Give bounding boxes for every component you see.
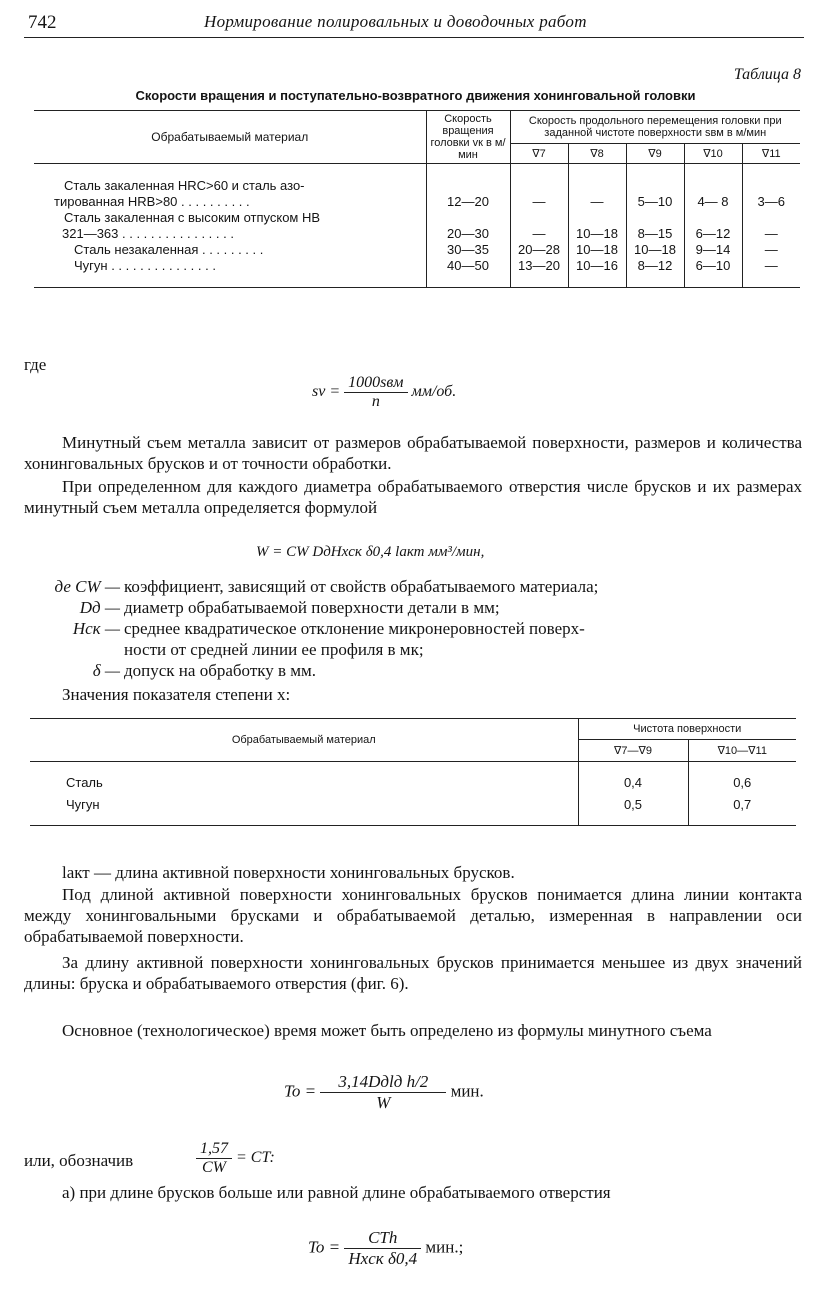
fraction-numerator: 1,57 [196,1140,232,1159]
class-header: ∇11 [742,144,800,164]
definition-text: среднее квадратическое отклонение микронеровностей поверх- [124,619,585,638]
col-finish: Чистота поверхности [578,719,796,740]
col-material: Обрабатываемый материал [30,719,578,762]
paragraph: За длину активной поверхности хонинговальных брусков принимается меньшее из двух значений длины: бруска и обрабатываемого отверстия (фиг. 6). [24,953,802,993]
value-cell: — [742,258,800,274]
table-row [34,226,800,242]
material-cell: Сталь закаленная с высоким отпуском HB [64,209,321,225]
formula-unit: мин. [450,1081,484,1101]
definition-symbol: Dд — [79,598,120,617]
definition-row [0,597,802,618]
fraction [196,1140,232,1177]
formula-lhs: To = [284,1081,317,1101]
table-row [34,258,800,274]
value-cell: — [510,194,568,210]
formula-lhs: To = [308,1237,341,1257]
value-cell: 10—18 [626,242,684,258]
definition-row [0,618,802,639]
definition-text: диаметр обрабатываемой поверхности детали в мм; [124,598,500,617]
value-cell: 8—15 [626,226,684,242]
table-row [34,178,800,194]
exponent-label: Значения показателя степени x: [62,685,291,704]
rotation-cell: 20—30 [426,226,510,242]
definition-row [0,576,802,597]
fraction [344,374,407,411]
table-row [30,794,796,816]
table-row [30,772,796,794]
class-header: ∇7—∇9 [578,740,688,762]
formula-to-2 [308,1228,463,1269]
fraction [344,1228,421,1269]
running-title: Нормирование полировальных и доводочных работ [204,12,587,31]
class-header: ∇10 [684,144,742,164]
class-header: ∇8 [568,144,626,164]
material-cell: Сталь [66,775,103,790]
value-cell: 6—12 [684,226,742,242]
formula-rhs: = CT: [236,1149,275,1167]
exponent-table [30,718,796,826]
col-feed: Скорость продольного перемещения головки при заданной чистоте поверхности sвм в м/мин [510,111,800,144]
material-cell-cont: тированная HRB>80 . . . . . . . . . . [54,193,250,209]
definitions-list [0,576,802,681]
col-material: Обрабатываемый материал [34,111,426,164]
value-cell: — [742,226,800,242]
value-cell: 3—6 [742,194,800,210]
paragraph: Минутный съем металла зависит от размеров обрабатываемой поверхности, размеров и количества хонинговальных брусков и от точности обработки. [24,433,802,473]
value-cell: — [568,194,626,210]
fraction-denominator: Hxск δ0,4 [348,1249,418,1268]
value-cell: — [742,242,800,258]
value-cell: — [510,226,568,242]
fraction-numerator: 1000sвм [344,374,407,393]
table-title: Скорости вращения и поступательно-возвратного движения хонинговальной головки [135,88,696,103]
col-rotation: Скорость вращения головки vк в м/мин [426,111,510,164]
value-cell: 0,7 [688,794,796,816]
table-row [34,210,800,226]
where-label: где [24,355,47,374]
fraction-denominator: CW [202,1159,226,1176]
material-cell: Чугун [66,797,100,812]
fraction [320,1072,446,1113]
or-label: или, обозначив [24,1151,134,1170]
formula-sv [312,374,456,411]
rotation-cell: 40—50 [426,258,510,274]
material-cell-cont: 321—363 . . . . . . . . . . . . . . . . [62,225,234,241]
rotation-cell: 30—35 [426,242,510,258]
page-header [24,10,804,38]
definition-symbol [0,639,124,660]
rotation-cell: 12—20 [426,194,510,210]
value-cell: 0,4 [578,772,688,794]
rotation-speed-table [34,110,800,288]
value-cell: 8—12 [626,258,684,274]
material-cell: Сталь закаленная HRC>60 и сталь азо- [64,177,305,193]
value-cell: 6—10 [684,258,742,274]
value-cell: 0,6 [688,772,796,794]
definition-text: допуск на обработку в мм. [124,661,317,680]
paragraph: Под длиной активной поверхности хонинговальных брусков понимается длина линии контакта между хонинговальными брусками и обрабатываемой деталью, измеренная в направлении оси обрабатываемой поверхности. [24,885,802,946]
formula-ct [196,1140,275,1177]
class-header: ∇10—∇11 [688,740,796,762]
value-cell: 13—20 [510,258,568,274]
table-row [34,194,800,210]
fraction-denominator: n [371,393,380,410]
formula-w: W = CW DдHxск δ0,4 lакт мм³/мин, [256,544,485,560]
definition-symbol: де CW — [54,577,120,596]
value-cell: 5—10 [626,194,684,210]
paragraph: При определенном для каждого диаметра обрабатываемого отверстия числе брусков и их размерах минутный съем металла определяется формулой [24,477,802,517]
definition-symbol: Hск — [72,619,120,638]
value-cell: 10—18 [568,242,626,258]
value-cell: 9—14 [684,242,742,258]
value-cell: 0,5 [578,794,688,816]
paragraph: а) при длине брусков больше или равной длине обрабатываемого отверстия [62,1183,611,1202]
fraction-numerator: 3,14Dдlд h/2 [320,1072,446,1093]
table-number: Таблица 8 [733,66,801,83]
material-cell: Чугун . . . . . . . . . . . . . . . [74,257,216,273]
value-cell: 20—28 [510,242,568,258]
value-cell: 10—16 [568,258,626,274]
definition-row [0,639,802,660]
definition-row [0,660,802,681]
class-header: ∇7 [510,144,568,164]
formula-unit: мин.; [425,1237,464,1257]
lakt-definition: lакт — длина активной поверхности хонинговальных брусков. [62,863,515,882]
value-cell: 4— 8 [684,194,742,210]
definition-text: коэффициент, зависящий от свойств обрабатываемого материала; [124,577,599,596]
value-cell: 10—18 [568,226,626,242]
formula-to [284,1072,484,1113]
fraction-numerator: CTh [344,1228,421,1249]
formula-unit: мм/об. [411,383,457,401]
material-cell: Сталь незакаленная . . . . . . . . . [74,241,264,257]
class-header: ∇9 [626,144,684,164]
page-number: 742 [28,12,57,33]
table-row [34,242,800,258]
fraction-denominator: W [376,1093,391,1112]
formula-lhs: sv = [312,383,341,401]
definition-symbol: δ — [92,661,120,680]
paragraph: Основное (технологическое) время может быть определено из формулы минутного съема [62,1021,712,1040]
definition-text: ности от средней линии ее профиля в мк; [124,640,424,659]
